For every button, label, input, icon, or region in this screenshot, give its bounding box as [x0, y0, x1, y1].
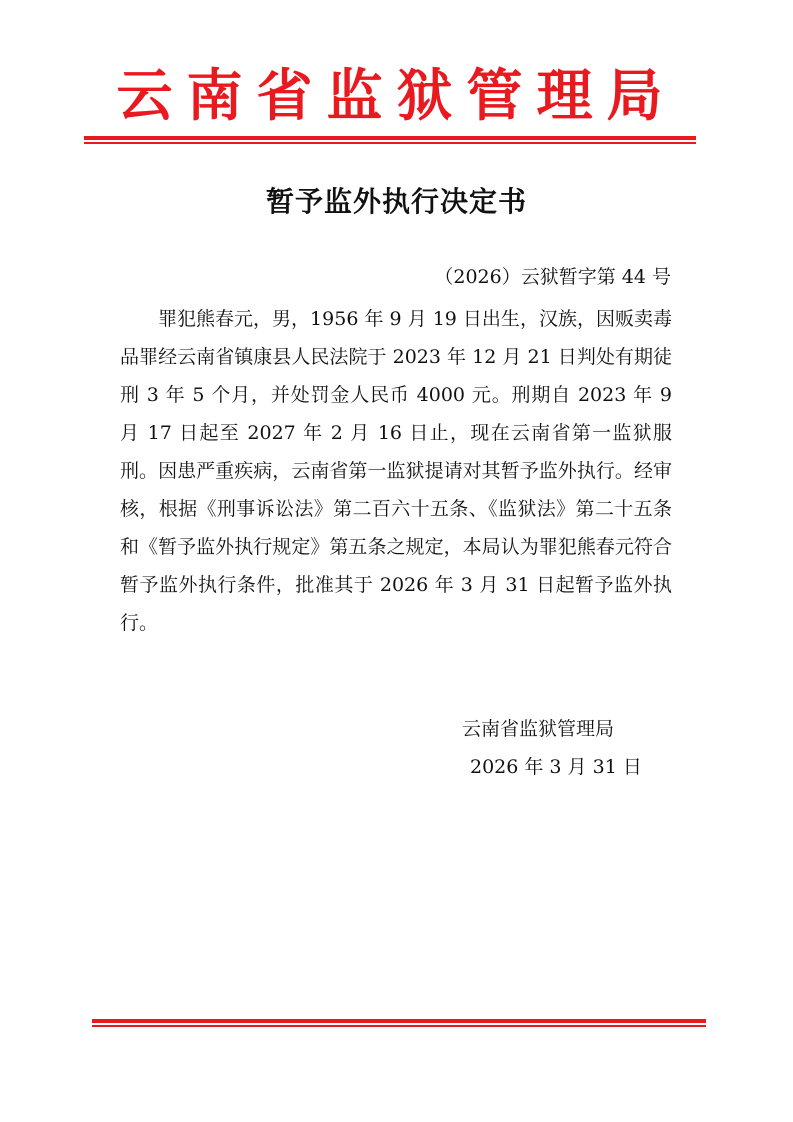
letterhead-org-name: 云南省监狱管理局 — [116, 64, 677, 129]
letterhead-rule-thick — [84, 136, 696, 140]
issue-date: 2026 年 3 月 31 日 — [470, 756, 642, 778]
letterhead-rule-thin — [84, 142, 696, 144]
document-title: 暂予监外执行决定书 — [265, 185, 527, 218]
footer-rule-thin — [92, 1025, 706, 1027]
issuer-name: 云南省监狱管理局 — [462, 718, 615, 740]
document-number: （2026）云狱暂字第 44 号 — [434, 266, 671, 288]
document-body: 罪犯熊春元，男，1956 年 9 月 19 日出生，汉族，因贩卖毒品罪经云南省镇康县人民法院于 2023 年 12 月 21 日判处有期徒刑 3 年 5 个月，并处罚金人民币 4000 元。刑期自 2023 年 9 月 17 日起至 2027 年 2 月 16 日止，现在云南省第一监狱服刑。因患严重疾病，云南省第一监狱提请对其暂予监外执行。经审核，根据《刑事诉讼法》第二百六十五条、《监狱法》第二十五条和《暂予监外执行规定》第五条之规定，本局认为罪犯熊春元符合暂予监外执行条件，批准其于 2026 年 3 月 31 日起暂予监外执行。 — [120, 308, 672, 634]
footer-rule-thick — [92, 1019, 706, 1023]
